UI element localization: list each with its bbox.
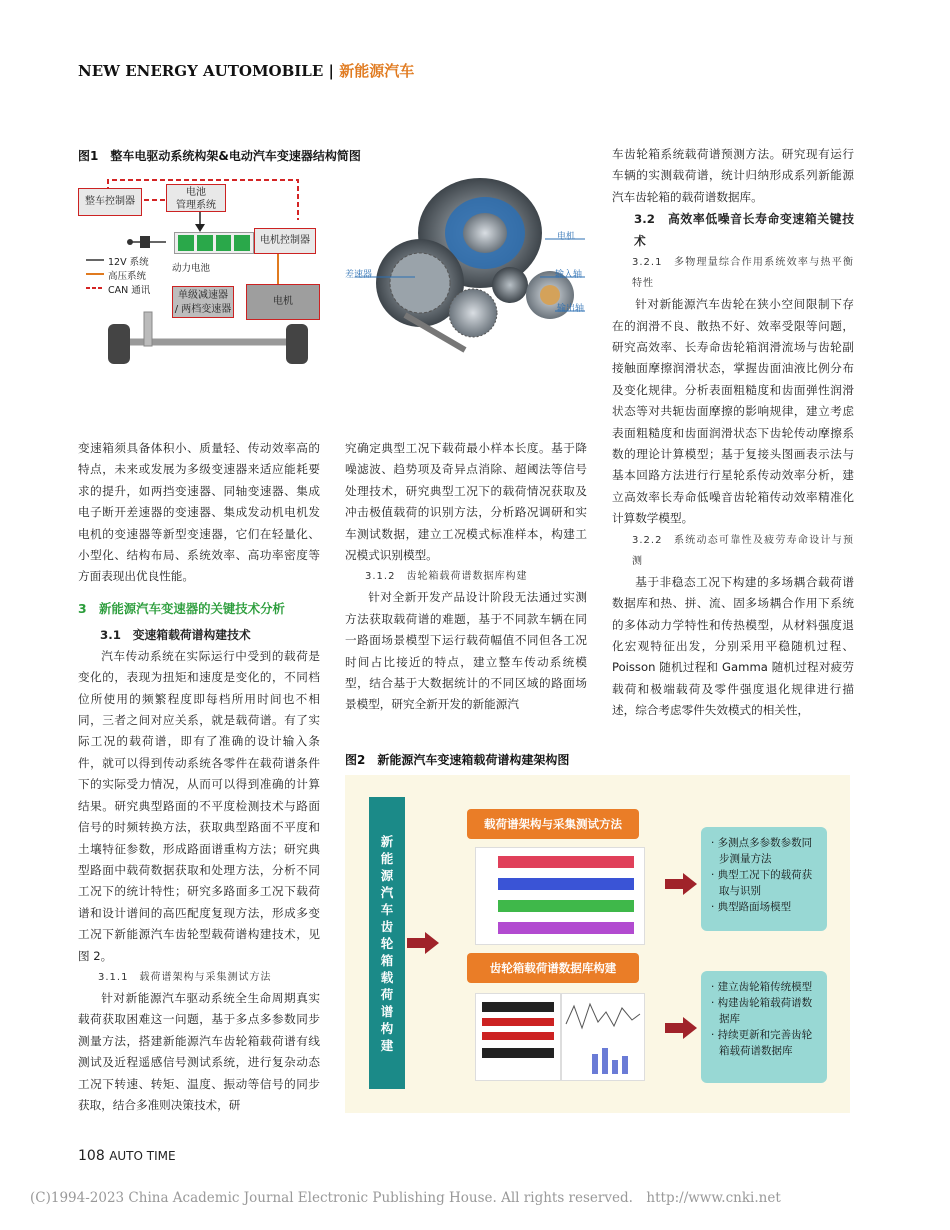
motor-box: 电机 [246, 284, 320, 320]
col3-para2: 针对新能源汽车齿轮在狭小空间限制下存在的润滑不良、散热不好、效率受限等问题，研究高效率、长寿命齿轮箱润滑流场与齿轮副接触面摩擦润滑状态，掌握齿面油液比例分布及变化规律。分析表面粗糙度和齿面弹性润滑状态等对共轭齿面摩擦的影响规律，建立考虑表面粗糙度和齿面润滑状态下齿轮传动摩擦系数的理论计算模型；基于复接头图画表示法与基本回路方法进行行星轮系传动效率分析，建立高效率长寿命低噪音齿轮箱传动效率精准化计算数学模型。 [612, 297, 854, 526]
side-label-char: 箱 [380, 952, 394, 968]
running-header [78, 60, 414, 81]
col1-para1: 变速箱须具备体积小、质量轻、传动效率高的特点，未来或发展为多级变速器来适应能耗要求的提升，如两挡变速器、同轴变速器、集成电子断开差速器的变速器、集成发动机电机发电机的变速器等新型变速器，它们在轻量化、小型化、结构布局、系统效率、高功率密度等方面表现出优良性能。 [78, 441, 320, 584]
side-label-text [381, 833, 394, 1054]
statistics-plot [561, 993, 645, 1081]
side-label-char: 谱 [380, 1003, 394, 1019]
motor-controller-box: 电机控制器 [254, 228, 316, 254]
side-label-char: 构 [380, 1020, 394, 1036]
waveform-svg [476, 848, 644, 944]
label-output-shaft: 输出轴 [557, 304, 585, 314]
side-label-char: 新 [380, 833, 394, 849]
figure1-caption: 图1 整车电驱动系统构架&电动汽车变速器结构简图 [78, 149, 361, 163]
top-finding-3: · 典型路面场模型 [711, 901, 792, 913]
section-3-2-1-heading: 3.2.1 多物理量综合作用系统效率与热平衡特性 [632, 257, 854, 290]
bms-line2: 管理系统 [176, 200, 216, 211]
vcu-box: 整车控制器 [78, 188, 142, 216]
top-finding-1: · 多测点多参数参数同步测量方法 [711, 837, 813, 865]
side-label-bar [369, 797, 405, 1089]
section-3-2-2-heading: 3.2.2 系统动态可靠性及疲劳寿命设计与预测 [632, 534, 854, 567]
label-input-shaft: 输入轴 [555, 270, 583, 280]
legend-12v: 12V 系统 [108, 257, 149, 268]
top-finding-2: · 典型工况下的载荷获取与识别 [711, 869, 813, 897]
figure2-caption: 图2 新能源汽车变速箱载荷谱构建架构图 [345, 753, 570, 767]
section-3-heading: 3 新能源汽车变速器的关键技术分析 [78, 600, 285, 616]
journal-name: AUTO TIME [109, 1149, 176, 1163]
reducer-line1: 单级减速器 [178, 290, 228, 301]
header-separator: | [328, 62, 334, 80]
label-motor: 电机 [557, 232, 576, 242]
col3-para1: 车齿轮箱系统载荷谱预测方法。研究现有运行车辆的实测载荷谱，统计归纳形成系列新能源汽车齿轮箱的载荷谱数据库。 [612, 147, 854, 204]
section-3-1-1-heading: 3.1.1 载荷谱架构与采集测试方法 [98, 971, 272, 983]
legend-hv: 高压系统 [108, 271, 147, 282]
side-label-char: 能 [380, 850, 394, 866]
bottom-finding-2: · 构建齿轮箱载荷谱数据库 [711, 997, 813, 1025]
section-3-1-2-heading: 3.1.2 齿轮箱载荷谱数据库构建 [365, 571, 528, 583]
side-label-char: 荷 [380, 986, 394, 1002]
waveform-plot [475, 847, 645, 945]
page-number: 108 [78, 1148, 105, 1164]
col2-para1: 究确定典型工况下载荷最小样本长度。基于降噪滤波、趋势项及奇异点消除、超阈法等信号处理技术，研究典型工况下的载荷情况获取及冲击极值载荷的识别方法，分析路况调研和实车测试数据，建立工况模式标准样本，构建工况模式识别模型。 [345, 441, 587, 563]
bottom-arrow [663, 1015, 699, 1041]
side-label-char: 汽 [380, 884, 394, 900]
side-label-char: 源 [380, 867, 394, 883]
top-arrow [663, 871, 699, 897]
col1-para3: 针对新能源汽车驱动系统全生命周期真实载荷获取困难这一问题，基于多点多参数同步测量方法，搭建新能源汽车齿轮箱载荷谱有线测试及近程遥感信号测试系统，进行复杂动态工况下转速、转矩、温度、振动等信号的同步获取，结合多准则决策技术，研 [78, 990, 320, 1112]
figure1-system-diagram [78, 172, 328, 367]
side-label-char: 车 [380, 901, 394, 917]
section-3-1-heading: 3.1 变速箱载荷谱构建技术 [100, 627, 251, 642]
section-3-2-heading: 3.2 高效率低噪音长寿命变速箱关键技术 [634, 212, 854, 249]
header-en: NEW ENERGY AUTOMOBILE [78, 62, 324, 80]
figure2-diagram [345, 775, 850, 1113]
signal-svg [476, 994, 560, 1080]
legend-can: CAN 通讯 [108, 285, 151, 296]
col3-para3: 基于非稳态工况下构建的多场耦合载荷谱数据库和热、拼、流、固多场耦合作用下系统的多体动力学特性和传热模型，从材料强度退化宏观特征出发，分别采用平稳随机过程、Poisson 随机过程和 Gamma 随机过程对疲劳载荷和极端载荷及零件强度退化规律进行描述，综合考虑零件失效模式的相关性， [612, 574, 854, 718]
column-2 [345, 438, 587, 716]
side-label-char: 齿 [380, 918, 394, 934]
signal-plot [475, 993, 561, 1081]
reducer-line2: / 两档变速器 [174, 304, 232, 315]
side-label-char: 轮 [380, 935, 394, 951]
bms-line1: 电池 [186, 187, 206, 198]
transmission-drawing [345, 165, 590, 355]
side-label-char: 载 [380, 969, 394, 985]
label-differential: 差速器 [345, 270, 373, 280]
column-3 [612, 144, 854, 722]
bottom-section-title: 齿轮箱载荷谱数据库构建 [467, 953, 639, 983]
main-arrow [405, 930, 441, 956]
column-1 [78, 438, 320, 1116]
bottom-finding-1: · 建立齿轮箱传统模型 [711, 981, 813, 993]
bottom-finding-3: · 持续更新和完善齿轮箱载荷谱数据库 [711, 1029, 813, 1057]
header-zh: 新能源汽车 [339, 62, 415, 80]
battery-label: 动力电池 [172, 263, 211, 274]
bms-box [166, 184, 226, 212]
top-section-title: 载荷谱架构与采集测试方法 [467, 809, 639, 839]
side-label-char: 建 [380, 1037, 394, 1053]
battery-pack [174, 232, 254, 254]
statistics-svg [562, 994, 644, 1080]
copyright-line: (C)1994-2023 China Academic Journal Electronic Publishing House. All rights reserved. http://www.cnki.net [30, 1190, 781, 1206]
col2-para2: 针对全新开发产品设计阶段无法通过实测方法获取载荷谱的难题，基于不同款车辆在同一路面场景模型下运行载荷幅值不同但各工况时间占比接近的特点，建立整车传动系统模型，结合基于大数据统计的不同区域的路面场景模型，研究全新开发的新能源汽 [345, 590, 587, 712]
col1-para2: 汽车传动系统在实际运行中受到的载荷是变化的，表现为扭矩和速度是变化的，不同档位所使用的频繁程度即每档所用时间也不相同，三者之间对应关系，就是载荷谱。有了实际工况的载荷谱，即有了准确的设计输入条件，就可以得到传动系统各零件在载荷谱条件下的实际受力情况，从而可以得到准确的计算结果。研究典型路面的不平度检测技术与路面信号的时频转换方法，获取典型路面不平度和土壤特征参数，形成路面谱重构方法；研究典型路面中载荷数据获取和处理方法，分析不同工况下的统计特性；研究多路面多工况下载荷谱和设计谱间的高匹配度复现方法，形成多变工况下新能源汽车齿轮型载荷谱构建技术，见图 2。 [78, 648, 320, 963]
top-findings-box [701, 827, 827, 931]
bottom-findings-box [701, 971, 827, 1083]
reducer-box [172, 286, 234, 318]
transmission-image [345, 165, 590, 355]
page-footer [78, 1148, 176, 1164]
